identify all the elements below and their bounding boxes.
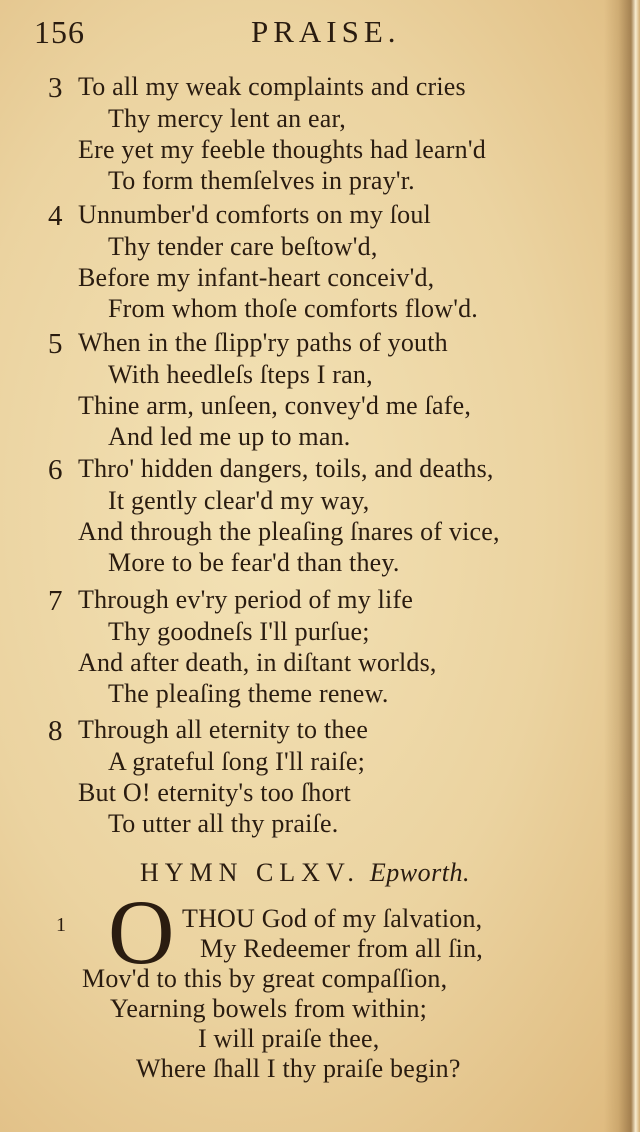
hymn-stanza-number: 1 <box>56 914 66 936</box>
verse-line: Through all eternity to thee <box>78 715 369 744</box>
verse-line: When in the ſlipp'ry paths of youth <box>78 328 448 357</box>
verse-line: The pleaſing theme renew. <box>108 679 389 708</box>
verse-line: To all my weak complaints and cries <box>78 72 466 101</box>
verse-line: Thro' hidden dangers, toils, and deaths, <box>78 454 494 483</box>
stanza-number: 3 <box>48 72 63 104</box>
verse-line: And through the pleaſing ſnares of vice, <box>78 517 500 546</box>
verse-line: But O! eternity's too ſhort <box>78 778 351 807</box>
stanza-number: 5 <box>48 328 63 360</box>
hymn-line: Mov'd to this by great compaſſion, <box>82 964 448 993</box>
hymn-heading <box>140 858 470 888</box>
hymn-title: HYMN CLXV. <box>140 858 360 887</box>
verse-line: More to be fear'd than they. <box>108 548 400 577</box>
verse-line: Thy goodneſs I'll purſue; <box>108 617 370 646</box>
hymn-line: I will praiſe thee, <box>198 1024 380 1053</box>
verse-line: A grateful ſong I'll raiſe; <box>108 747 366 776</box>
verse-line: Thine arm, unſeen, convey'd me ſafe, <box>78 391 472 420</box>
verse-line: To form themſelves in pray'r. <box>108 166 415 195</box>
hymn-line: Yearning bowels from within; <box>110 994 428 1023</box>
verse-line: With heedleſs ſteps I ran, <box>108 360 373 389</box>
hymn-line: THOU God of my ſalvation, <box>182 904 483 933</box>
verse-line: Unnumber'd comforts on my ſoul <box>78 200 431 229</box>
page-header <box>34 14 414 54</box>
page-gutter-shadow <box>604 0 640 1132</box>
verse-line: Thy tender care beſtow'd, <box>108 232 378 261</box>
stanza-number: 8 <box>48 715 63 747</box>
verse-line: And led me up to man. <box>108 422 351 451</box>
hymn-line: My Redeemer from all ſin, <box>200 934 483 963</box>
verse-line: Ere yet my feeble thoughts had learn'd <box>78 135 486 164</box>
page-number: 156 <box>34 14 85 50</box>
stanza-number: 7 <box>48 585 63 617</box>
verse-line: To utter all thy praiſe. <box>108 809 339 838</box>
stanza-number: 6 <box>48 454 63 486</box>
verse-line: And after death, in diſtant worlds, <box>78 648 437 677</box>
stanza-number: 4 <box>48 200 63 232</box>
hymn-tune: Epworth. <box>369 858 470 887</box>
verse-line: From whom thoſe comforts flow'd. <box>108 294 478 323</box>
drop-cap: O <box>108 881 175 983</box>
hymn-line: Where ſhall I thy praiſe begin? <box>136 1054 461 1083</box>
verse-line: Through ev'ry period of my life <box>78 585 414 614</box>
verse-line: Before my infant-heart conceiv'd, <box>78 263 435 292</box>
running-head: PRAISE. <box>251 14 401 49</box>
verse-line: It gently clear'd my way, <box>108 486 370 515</box>
verse-line: Thy mercy lent an ear, <box>108 104 346 133</box>
